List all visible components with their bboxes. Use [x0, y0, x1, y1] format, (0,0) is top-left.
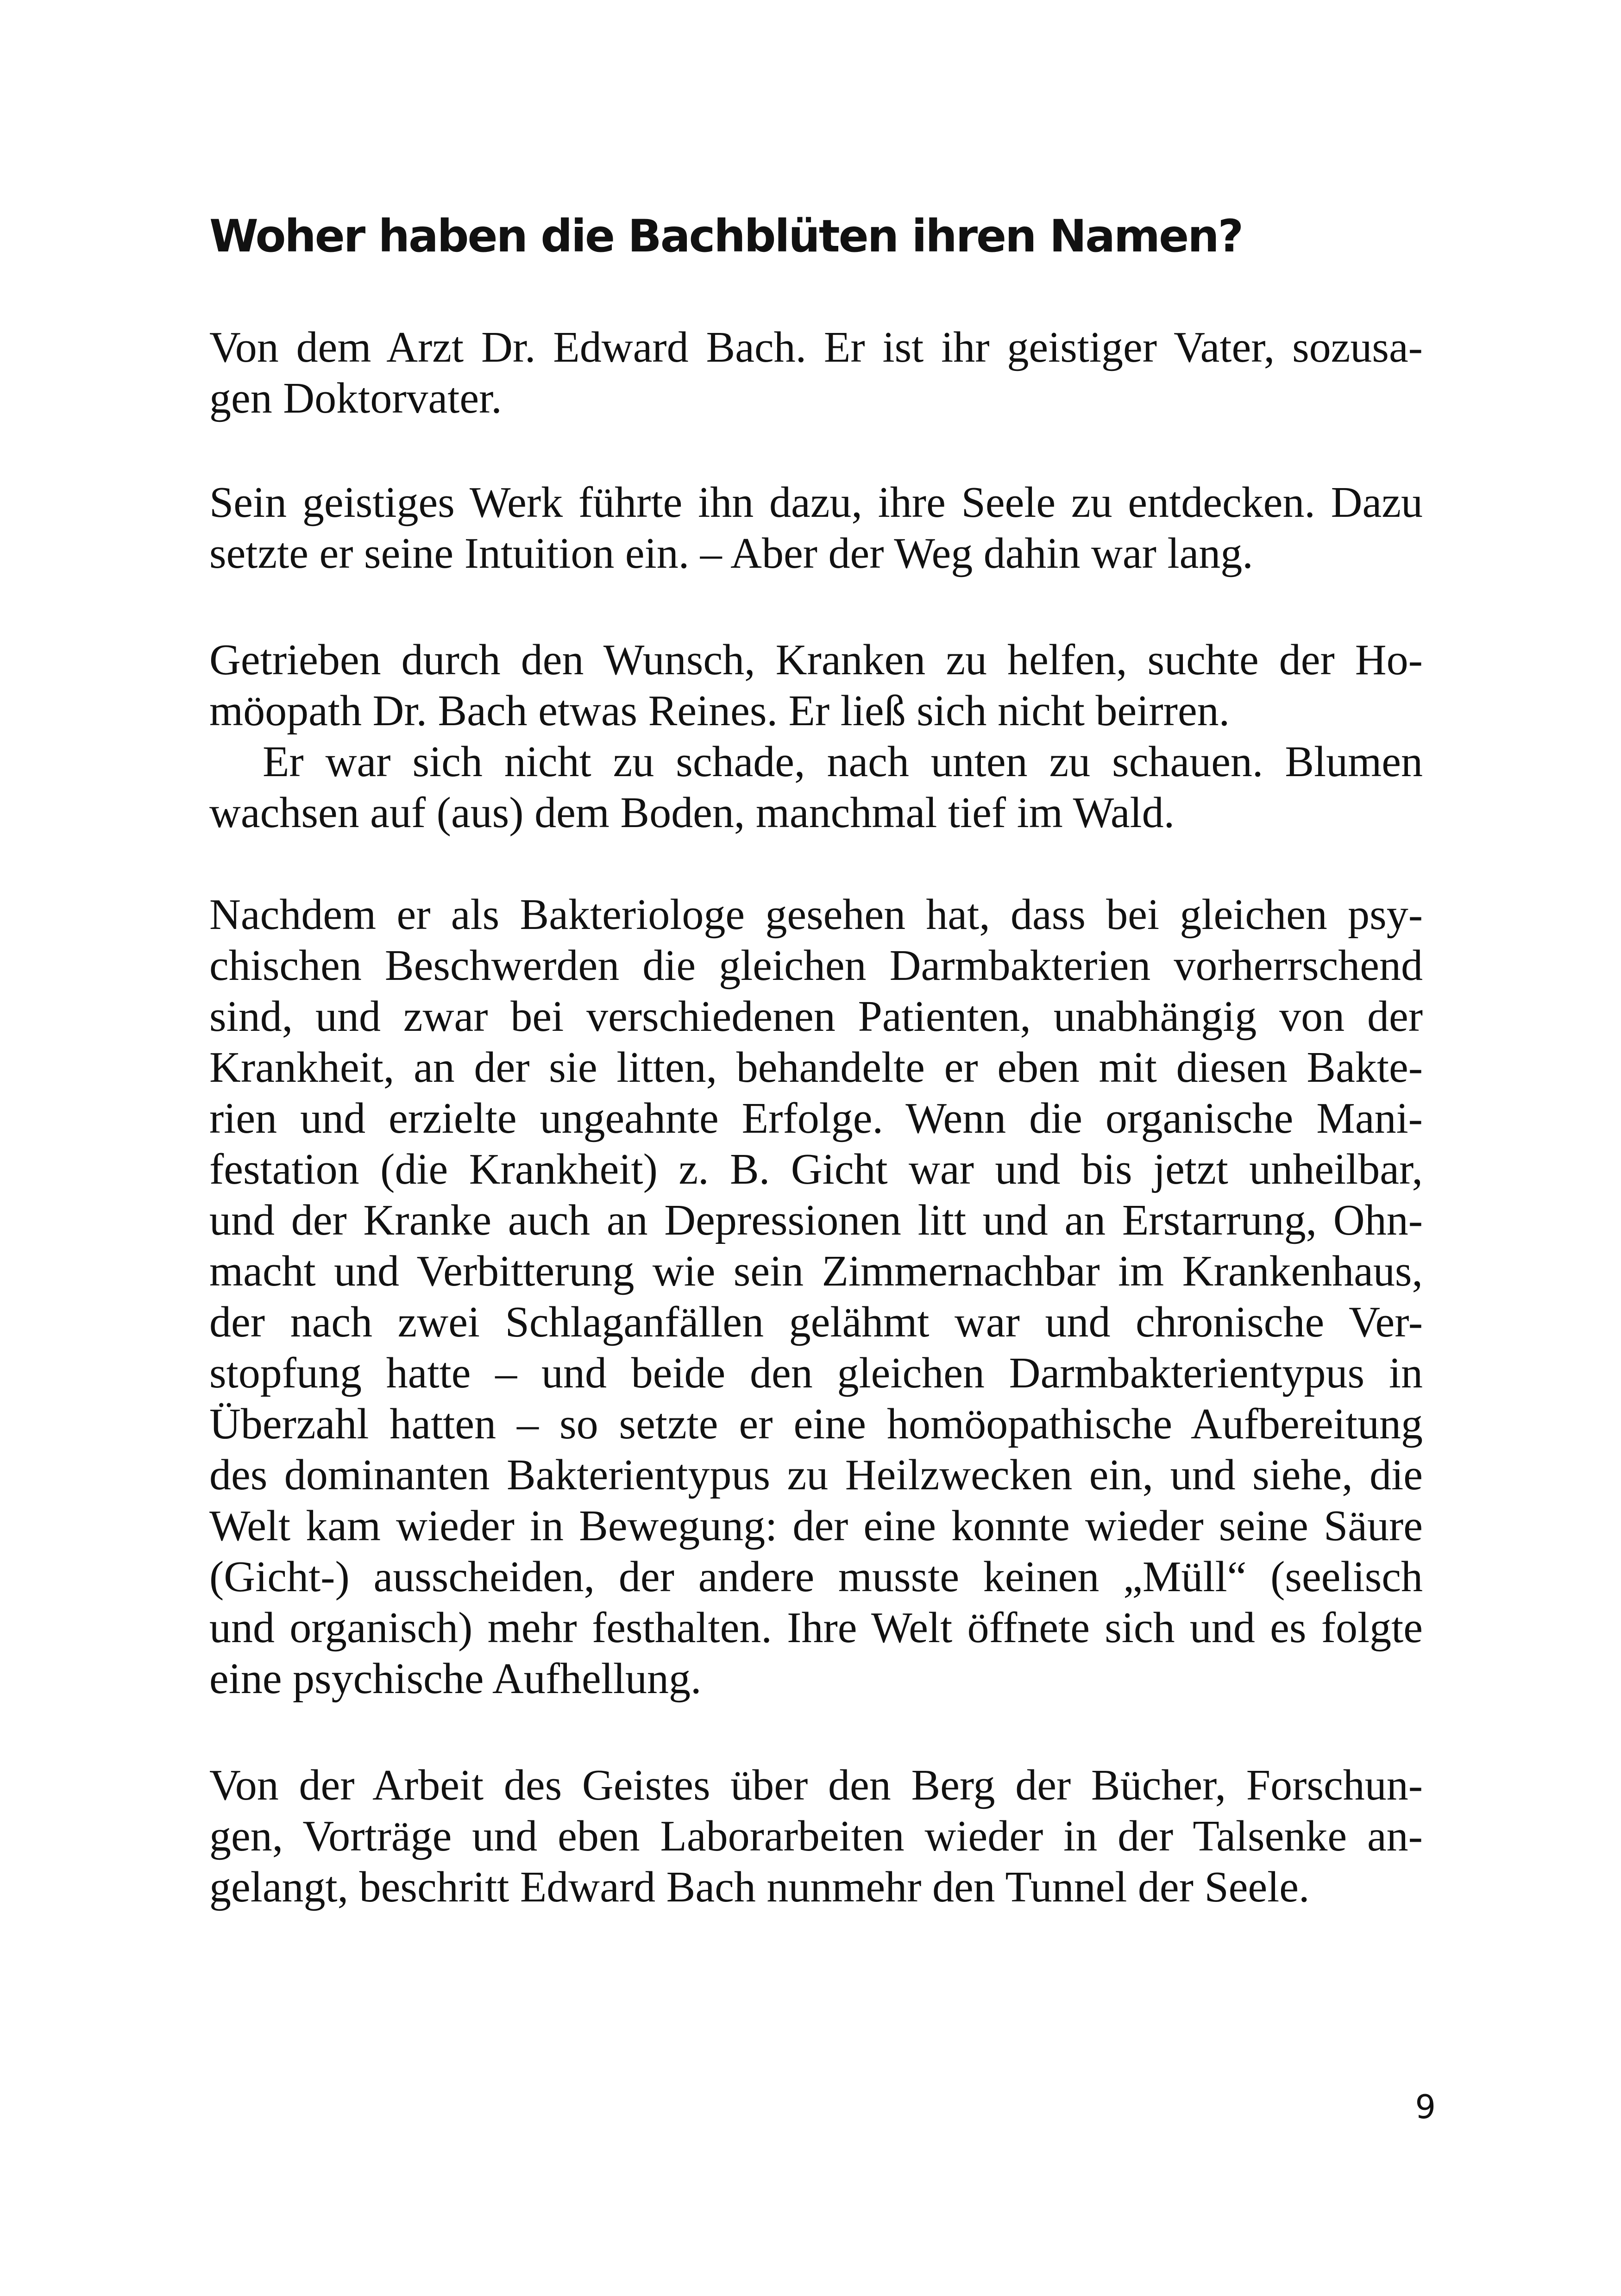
text-line: (Gicht-) ausscheiden, der andere musste keinen „Müll“ (seelisch	[209, 1553, 1423, 1601]
text-line: wachsen auf (aus) dem Boden, manchmal tief im Wald.	[209, 789, 1175, 837]
paragraph-5	[209, 1760, 1423, 1913]
text-line: und der Kranke auch an Depressionen litt und an Erstarrung, Ohn-	[209, 1196, 1423, 1244]
text-line: rien und erzielte ungeahnte Erfolge. Wenn die organische Mani-	[209, 1094, 1423, 1142]
text-line: Er war sich nicht zu schade, nach unten zu schauen. Blumen	[263, 738, 1423, 786]
paragraph-4	[209, 889, 1423, 1704]
text-line: Getrieben durch den Wunsch, Kranken zu helfen, suchte der Ho-	[209, 636, 1423, 684]
paragraph-3	[209, 634, 1423, 838]
text-line: setzte er seine Intuition ein. – Aber der Weg dahin war lang.	[209, 529, 1253, 577]
text-line: festation (die Krankheit) z. B. Gicht war und bis jetzt unheilbar,	[209, 1145, 1423, 1193]
text-line: gelangt, beschritt Edward Bach nunmehr den Tunnel der Seele.	[209, 1863, 1310, 1911]
text-line: Welt kam wieder in Bewegung: der eine konnte wieder seine Säure	[209, 1502, 1423, 1550]
text-line: möopath Dr. Bach etwas Reines. Er ließ sich nicht beirren.	[209, 687, 1230, 735]
text-line: Nachdem er als Bakteriologe gesehen hat, dass bei gleichen psy-	[209, 891, 1423, 939]
text-line: stopfung hatte – und beide den gleichen Darmbakterientypus in	[209, 1349, 1423, 1397]
paragraph-2	[209, 477, 1423, 579]
text-line: gen Doktorvater.	[209, 374, 502, 422]
text-line: Von der Arbeit des Geistes über den Berg der Bücher, Forschun-	[209, 1761, 1423, 1809]
text-line: Überzahl hatten – so setzte er eine homöopathische Aufbereitung	[209, 1400, 1423, 1448]
text-line: eine psychische Aufhellung.	[209, 1655, 702, 1703]
chapter-heading: Woher haben die Bachblüten ihren Namen?	[209, 210, 1243, 262]
text-line: und organisch) mehr festhalten. Ihre Welt öffnete sich und es folgte	[209, 1604, 1423, 1652]
text-line: macht und Verbitterung wie sein Zimmernachbar im Krankenhaus,	[209, 1247, 1423, 1295]
text-line: Von dem Arzt Dr. Edward Bach. Er ist ihr geistiger Vater, sozusa-	[209, 323, 1423, 371]
text-line: gen, Vorträge und eben Laborarbeiten wieder in der Talsenke an-	[209, 1812, 1423, 1860]
text-line: chischen Beschwerden die gleichen Darmbakterien vorherrschend	[209, 941, 1423, 990]
page-number: 9	[1415, 2088, 1436, 2126]
text-line: Sein geistiges Werk führte ihn dazu, ihre Seele zu entdecken. Dazu	[209, 478, 1423, 527]
text-line: des dominanten Bakterientypus zu Heilzwecken ein, und siehe, die	[209, 1451, 1423, 1499]
text-line: sind, und zwar bei verschiedenen Patienten, unabhängig von der	[209, 992, 1423, 1041]
text-line: der nach zwei Schlaganfällen gelähmt war und chronische Ver-	[209, 1298, 1423, 1346]
text-line: Krankheit, an der sie litten, behandelte er eben mit diesen Bakte-	[209, 1043, 1423, 1092]
paragraph-1	[209, 322, 1423, 424]
